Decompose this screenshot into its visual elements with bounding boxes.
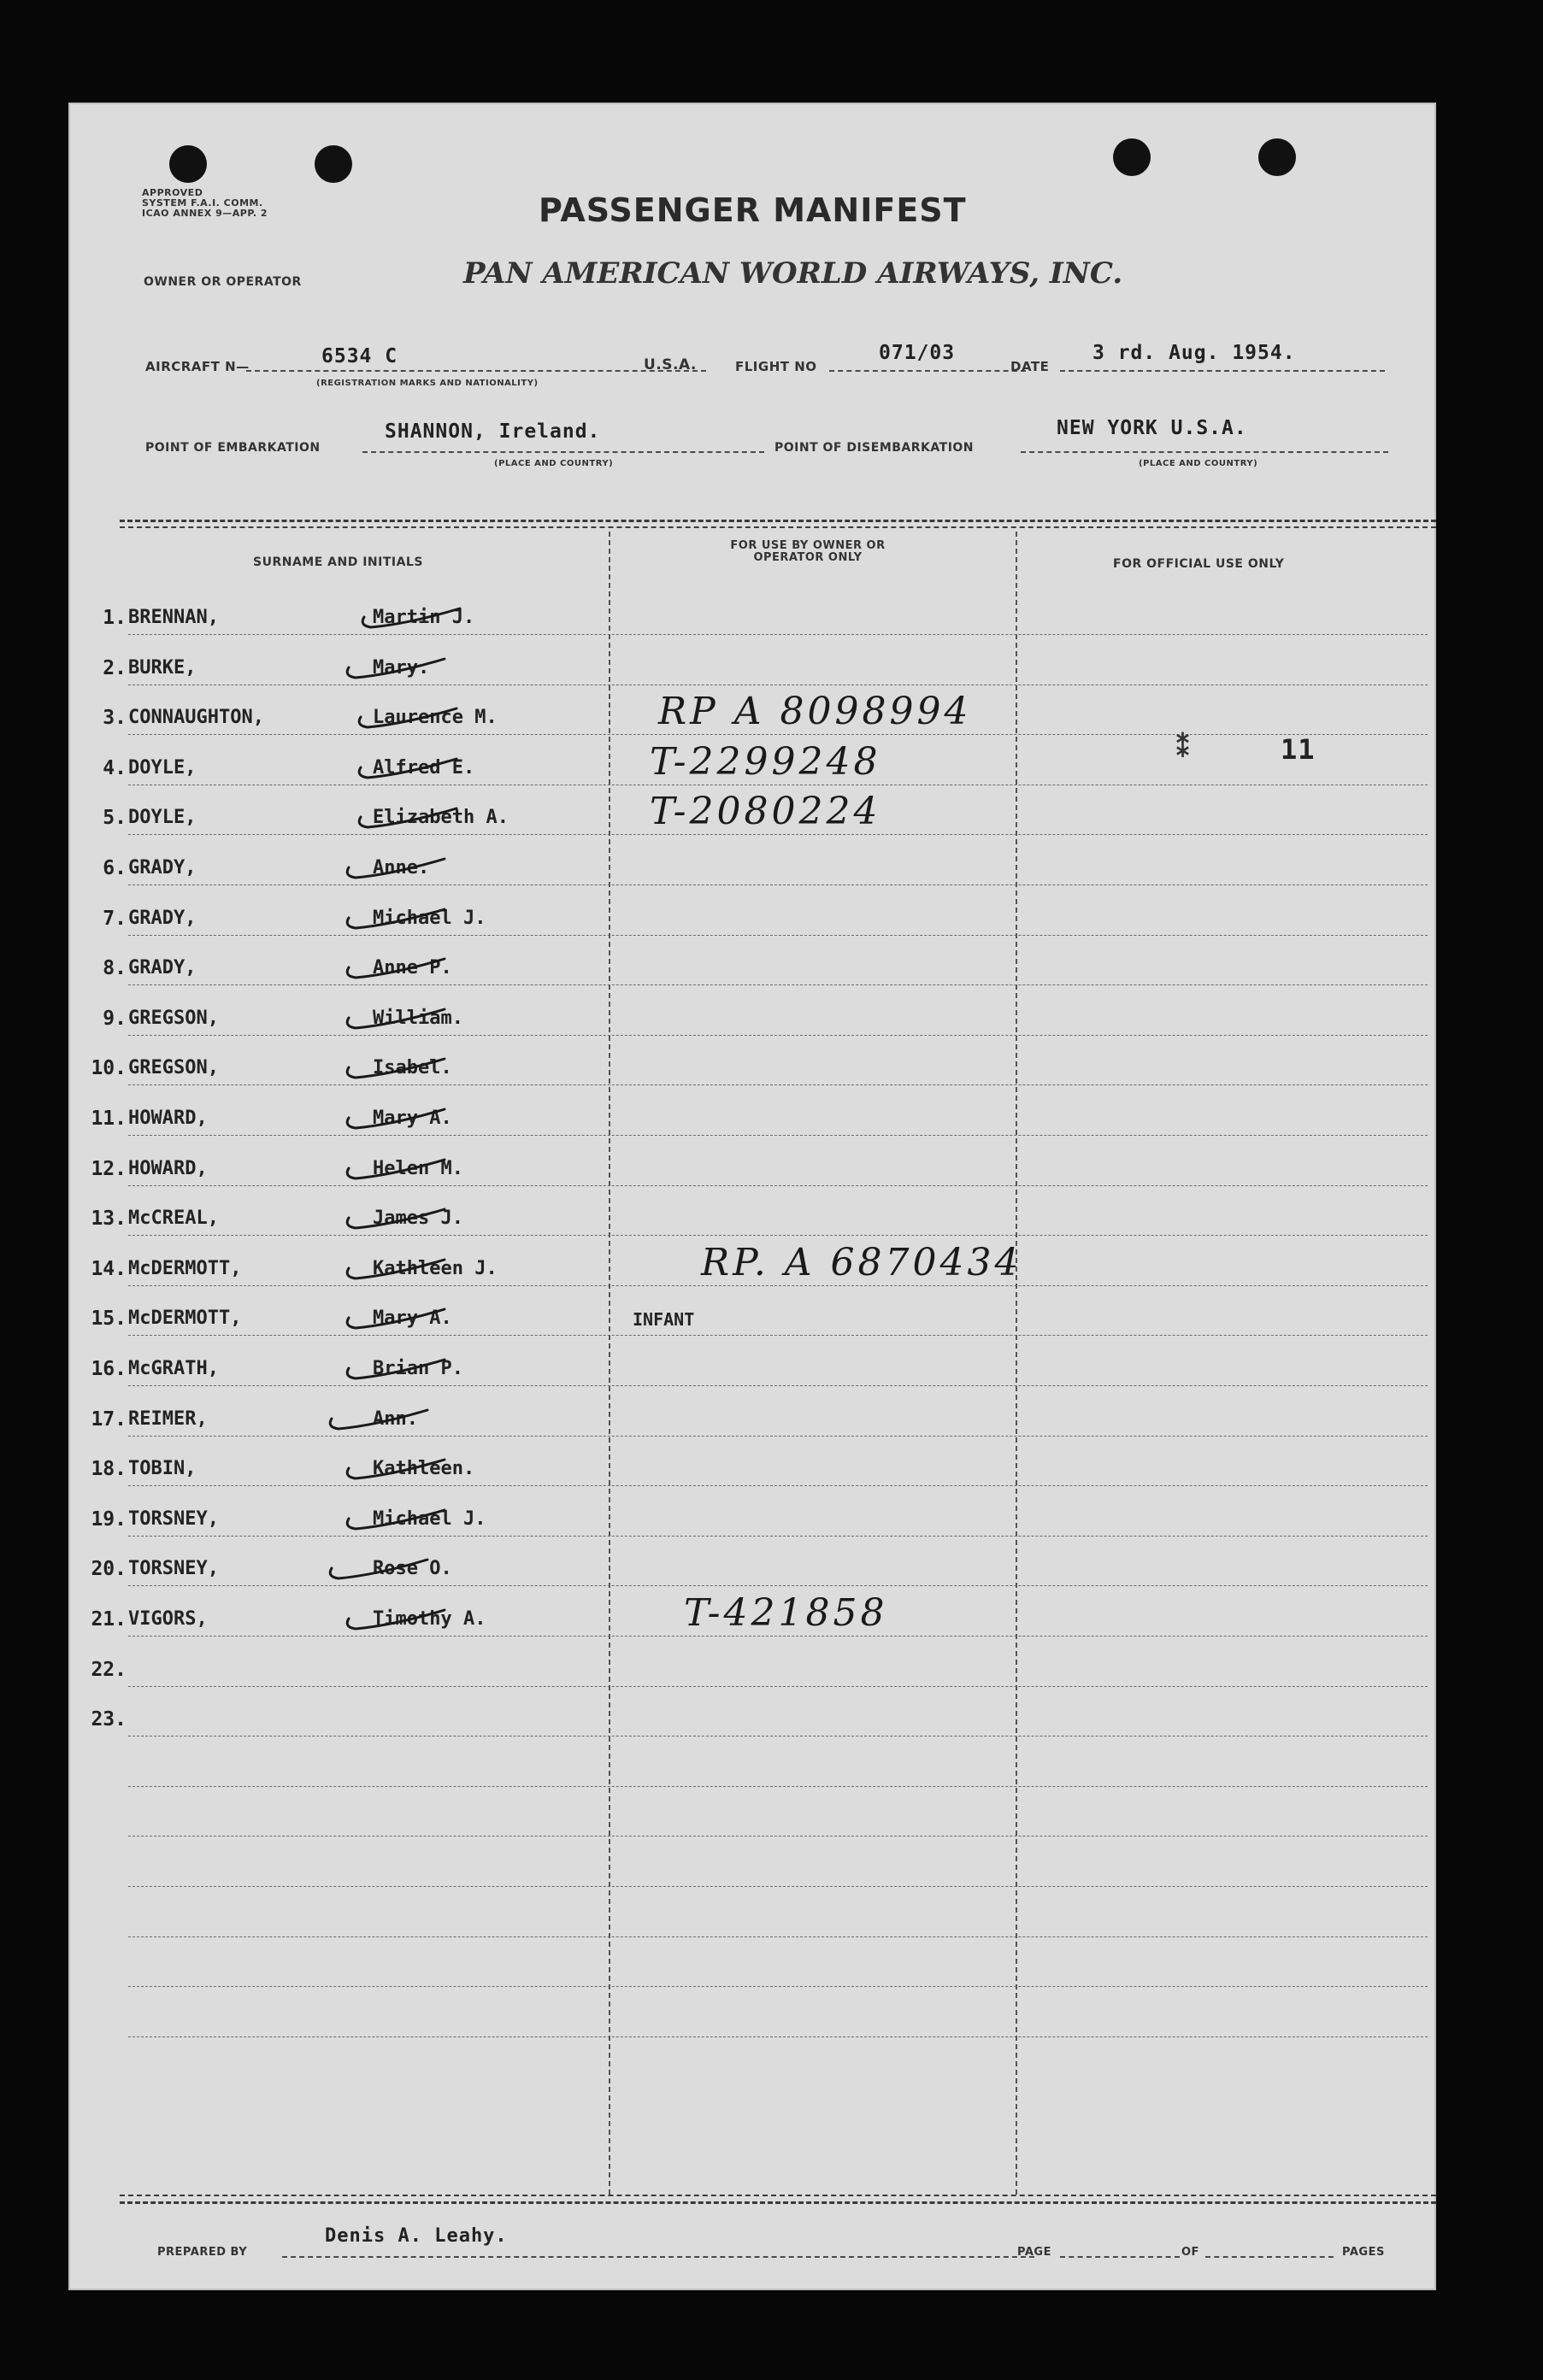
check-mark-icon (342, 1246, 462, 1289)
check-mark-icon (342, 996, 462, 1038)
approval-note (142, 188, 268, 219)
table-row-line (128, 734, 1428, 735)
embarkation-label: POINT OF EMBARKATION (145, 441, 321, 455)
flight-label: FLIGHT NO (735, 359, 817, 374)
passenger-surname: GREGSON, (128, 1057, 219, 1079)
punch-hole-icon (315, 145, 352, 183)
passenger-surname: McDERMOTT, (128, 1308, 242, 1330)
check-mark-icon (342, 1146, 462, 1189)
check-mark-icon (354, 795, 474, 837)
embarkation-point: SHANNON, Ireland. (385, 420, 601, 443)
passenger-given-names: Kathleen. (373, 1458, 475, 1480)
row-number: 16. (91, 1358, 127, 1380)
passenger-given-names: Brian P. (373, 1358, 463, 1379)
passenger-surname: BURKE, (128, 656, 197, 679)
table-row-line (128, 1285, 1428, 1286)
row-number: 13. (91, 1208, 127, 1231)
row-number: 1. (103, 607, 127, 629)
table-row-line (128, 1636, 1428, 1637)
passenger-given-names: Alfred E. (373, 756, 475, 779)
check-mark-icon (342, 1346, 462, 1389)
table-row-line (128, 1185, 1428, 1186)
check-mark-icon (325, 1546, 445, 1589)
column-header-names: SURNAME AND INITIALS (253, 555, 423, 569)
check-mark-icon (354, 745, 474, 788)
passenger-given-names: Anne. (373, 857, 430, 879)
table-row-line (128, 1335, 1428, 1336)
table-row-line (128, 1035, 1428, 1036)
punch-hole-icon (1113, 138, 1151, 176)
handwritten-document-number: RP. A 6870434 (701, 1240, 1022, 1284)
check-mark-icon (342, 1446, 462, 1489)
passenger-given-names: Martin J. (373, 607, 475, 628)
form-title: PASSENGER MANIFEST (539, 191, 967, 229)
table-row-line (128, 2036, 1428, 2037)
table-row-line (128, 1235, 1428, 1236)
of-line (1205, 2256, 1334, 2258)
flight-date: 3 rd. Aug. 1954. (1092, 342, 1296, 364)
passenger-given-names: Ann. (373, 1407, 418, 1430)
passenger-surname: McDERMOTT, (128, 1257, 242, 1279)
row-number: 4. (103, 756, 127, 779)
table-row-line (128, 1736, 1428, 1737)
punch-hole-icon (169, 145, 207, 183)
page-label: PAGE (1017, 2246, 1051, 2259)
row-number: 21. (91, 1608, 127, 1631)
handwritten-document-number: T-2080224 (650, 790, 881, 834)
row-number: 15. (91, 1308, 127, 1331)
passenger-given-names: Mary A. (373, 1108, 452, 1129)
row-number: 18. (91, 1458, 127, 1481)
passenger-given-names: Timothy A. (373, 1608, 486, 1630)
manifest-sheet (68, 103, 1436, 2290)
table-row-line (128, 1135, 1428, 1136)
passenger-given-names: Anne P. (373, 957, 452, 979)
check-mark-icon (342, 1496, 462, 1539)
aircraft-line (246, 370, 706, 372)
disembarkation-point: NEW YORK U.S.A. (1057, 417, 1247, 439)
passenger-given-names: Rose O. (373, 1558, 452, 1580)
passenger-given-names: Mary A. (373, 1308, 452, 1330)
owner-label: OWNER OR OPERATOR (144, 275, 302, 289)
passenger-surname: TOBIN, (128, 1458, 197, 1480)
prepared-by: Denis A. Leahy. (325, 2225, 508, 2247)
check-mark-icon (357, 595, 477, 638)
passenger-surname: BRENNAN, (128, 607, 219, 628)
official-count: 11 (1281, 733, 1316, 766)
row-number: 7. (103, 907, 127, 930)
pages-label: PAGES (1342, 2246, 1385, 2259)
table-top-rule (120, 526, 1436, 528)
table-row-line (128, 1936, 1428, 1937)
usa-label: U.S.A. (644, 356, 697, 373)
passenger-surname: McCREAL, (128, 1208, 219, 1230)
table-row-line (128, 884, 1428, 885)
handwritten-document-number: RP A 8098994 (658, 690, 972, 734)
row-number: 23. (91, 1708, 127, 1731)
handwritten-document-number: T-421858 (684, 1591, 888, 1635)
registration-caption: (REGISTRATION MARKS AND NATIONALITY) (316, 379, 539, 388)
operator-name: PAN AMERICAN WORLD AIRWAYS, INC. (463, 256, 1123, 291)
aircraft-label: AIRCRAFT N— (145, 359, 250, 374)
aircraft-number: 6534 C (321, 345, 398, 367)
row-number: 14. (91, 1257, 127, 1280)
date-line (1060, 370, 1385, 372)
check-mark-icon (354, 695, 474, 738)
row-number: 6. (103, 857, 127, 879)
prepared-line (282, 2256, 1034, 2258)
table-row-line (128, 1786, 1428, 1787)
of-label: OF (1181, 2246, 1199, 2259)
passenger-surname: HOWARD, (128, 1157, 208, 1179)
check-mark-icon (342, 645, 462, 688)
disembarkation-label: POINT OF DISEMBARKATION (774, 441, 975, 455)
row-number: 11. (91, 1108, 127, 1130)
approval-line: APPROVED (142, 187, 203, 198)
row-number: 10. (91, 1057, 127, 1080)
table-bottom-rule (120, 2195, 1436, 2196)
check-mark-icon (342, 1045, 462, 1088)
table-row-line (128, 1986, 1428, 1987)
table-row-line (128, 834, 1428, 835)
check-mark-icon (342, 1296, 462, 1338)
table-row-line (128, 1485, 1428, 1486)
row-number: 2. (103, 656, 127, 679)
passenger-surname: McGRATH, (128, 1358, 219, 1379)
check-mark-icon (342, 845, 462, 888)
passenger-surname: GRADY, (128, 957, 197, 979)
passenger-given-names: Helen M. (373, 1157, 463, 1179)
check-mark-icon (342, 1096, 462, 1138)
row-number: 8. (103, 957, 127, 980)
passenger-given-names: Michael J. (373, 1507, 486, 1530)
passenger-surname: CONNAUGHTON, (128, 707, 264, 729)
disembarkation-caption: (PLACE AND COUNTRY) (1139, 459, 1258, 468)
table-bottom-rule (120, 2201, 1436, 2204)
check-mark-icon (342, 1196, 462, 1238)
row-number: 22. (91, 1658, 127, 1681)
table-row-line (128, 1385, 1428, 1386)
column-divider (1016, 532, 1017, 2195)
passenger-given-names: Michael J. (373, 907, 486, 929)
passenger-given-names: Isabel. (373, 1057, 452, 1079)
row-number: 19. (91, 1507, 127, 1531)
embarkation-caption: (PLACE AND COUNTRY) (494, 459, 614, 468)
column-divider (609, 532, 610, 2195)
passenger-surname: REIMER, (128, 1407, 208, 1430)
flight-number: 071/03 (879, 342, 956, 364)
passenger-surname: GRADY, (128, 857, 197, 879)
table-row-line (128, 1886, 1428, 1887)
check-mark-icon (342, 1596, 462, 1639)
check-mark-icon (342, 945, 462, 988)
table-top-rule (120, 520, 1436, 522)
table-row-line (128, 1585, 1428, 1586)
table-row-line (128, 984, 1428, 985)
table-row-line (128, 1436, 1428, 1437)
date-label: DATE (1010, 359, 1050, 374)
row-number: 20. (91, 1558, 127, 1581)
passenger-surname: DOYLE, (128, 756, 197, 779)
table-row-line (128, 1084, 1428, 1085)
passenger-surname: HOWARD, (128, 1108, 208, 1129)
passenger-surname: VIGORS, (128, 1608, 208, 1630)
punch-hole-icon (1258, 138, 1296, 176)
approval-line: SYSTEM F.A.I. COMM. (142, 197, 263, 209)
passenger-given-names: Mary. (373, 656, 430, 679)
row-number: 12. (91, 1157, 127, 1180)
table-row-line (128, 935, 1428, 936)
passenger-surname: TORSNEY, (128, 1558, 219, 1580)
flight-line (829, 370, 1026, 372)
row-number: 3. (103, 707, 127, 730)
row-number: 5. (103, 807, 127, 830)
handwritten-document-number: T-2299248 (650, 739, 881, 784)
check-mark-icon (325, 1396, 445, 1439)
passenger-given-names: James J. (373, 1208, 463, 1230)
table-row-line (128, 1686, 1428, 1687)
passenger-given-names: Elizabeth A. (373, 807, 509, 829)
official-mark-icon: ⁑ (1176, 733, 1189, 763)
table-row-line (128, 634, 1428, 635)
approval-line: ICAO ANNEX 9—APP. 2 (142, 208, 268, 219)
passenger-given-names: Kathleen J. (373, 1257, 498, 1279)
check-mark-icon (342, 896, 462, 938)
passenger-given-names: William. (373, 1007, 463, 1029)
table-row-line (128, 1536, 1428, 1537)
passenger-surname: DOYLE, (128, 807, 197, 829)
embarkation-line (362, 451, 764, 453)
page-line (1060, 2256, 1180, 2258)
row-number: 9. (103, 1007, 127, 1030)
passenger-surname: GRADY, (128, 907, 197, 929)
column-header-official: FOR OFFICIAL USE ONLY (1113, 557, 1285, 571)
passenger-surname: GREGSON, (128, 1007, 219, 1029)
passenger-surname: TORSNEY, (128, 1507, 219, 1530)
prepared-label: PREPARED BY (157, 2246, 248, 2259)
column-header-owner: FOR USE BY OWNER OR OPERATOR ONLY (730, 539, 886, 564)
passenger-note: INFANT (633, 1309, 695, 1331)
disembarkation-line (1021, 451, 1388, 453)
passenger-given-names: Laurence M. (373, 707, 498, 729)
row-number: 17. (91, 1407, 127, 1431)
